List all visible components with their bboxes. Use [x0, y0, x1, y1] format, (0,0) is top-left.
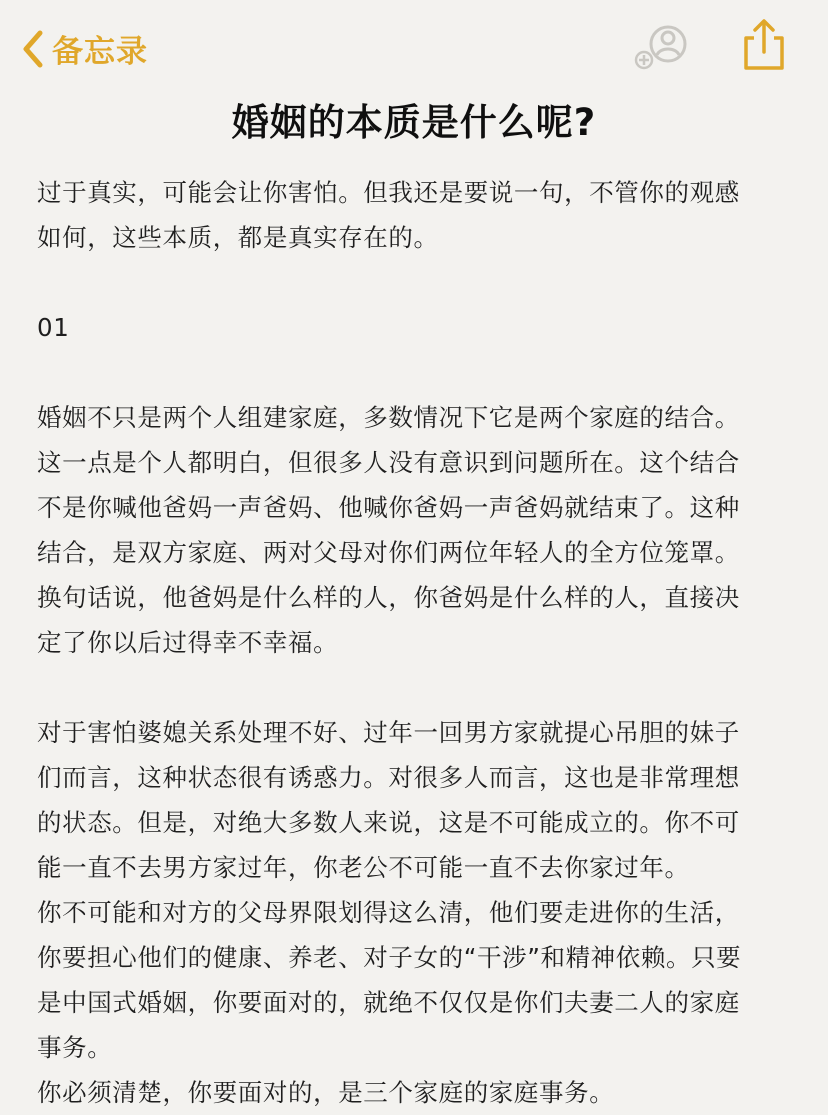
empty-line	[37, 350, 797, 395]
note-line: 过于真实，可能会让你害怕。但我还是要说一句，不管你的观感	[37, 178, 740, 207]
note-line: 们而言，这种状态很有诱惑力。对很多人而言，这也是非常理想	[37, 763, 740, 792]
share-icon	[740, 18, 788, 72]
note-line: 你不可能和对方的父母界限划得这么清，他们要走进你的生活，	[37, 898, 740, 927]
note-line: 对于害怕婆媳关系处理不好、过年一回男方家就提心吊胆的妹子	[37, 718, 740, 747]
note-line: 这一点是个人都明白，但很多人没有意识到问题所在。这个结合	[37, 448, 740, 477]
note-line: 换句话说，他爸妈是什么样的人，你爸妈是什么样的人，直接决	[37, 583, 740, 612]
add-person-icon	[634, 22, 690, 72]
scroll-ghost-overlay	[240, 66, 580, 82]
note-line: 如何，这些本质，都是真实存在的。	[37, 223, 439, 252]
note-line: 不是你喊他爸妈一声爸妈、他喊你爸妈一声爸妈就结束了。这种	[37, 493, 740, 522]
note-title: 婚姻的本质是什么呢?	[231, 101, 597, 144]
empty-line	[37, 260, 797, 305]
note-line: 能一直不去男方家过年，你老公不可能一直不去你家过年。	[37, 853, 690, 882]
note-line: 的状态。但是，对绝大多数人来说，这是不可能成立的。你不可	[37, 808, 740, 837]
note-line: 定了你以后过得幸不幸福。	[37, 628, 339, 657]
note-line: 你必须清楚，你要面对的，是三个家庭的家庭事务。	[37, 1078, 615, 1107]
add-person-button[interactable]	[634, 22, 690, 72]
back-label: 备忘录	[52, 34, 148, 70]
note-line: 你要担心他们的健康、养老、对子女的“干涉”和精神依赖。只要	[37, 943, 742, 972]
back-button[interactable]	[22, 26, 148, 71]
note-line: 是中国式婚姻，你要面对的，就绝不仅仅是你们夫妻二人的家庭	[37, 988, 740, 1017]
chevron-left-icon	[22, 30, 44, 68]
empty-line	[37, 665, 797, 710]
note-line: 01	[37, 313, 70, 342]
navigation-bar	[0, 0, 828, 92]
share-button[interactable]	[740, 18, 788, 72]
note-body[interactable]	[37, 170, 797, 1115]
note-line: 婚姻不只是两个人组建家庭，多数情况下它是两个家庭的结合。	[37, 403, 740, 432]
note-line: 事务。	[37, 1033, 113, 1062]
note-line: 结合，是双方家庭、两对父母对你们两位年轻人的全方位笼罩。	[37, 538, 740, 567]
